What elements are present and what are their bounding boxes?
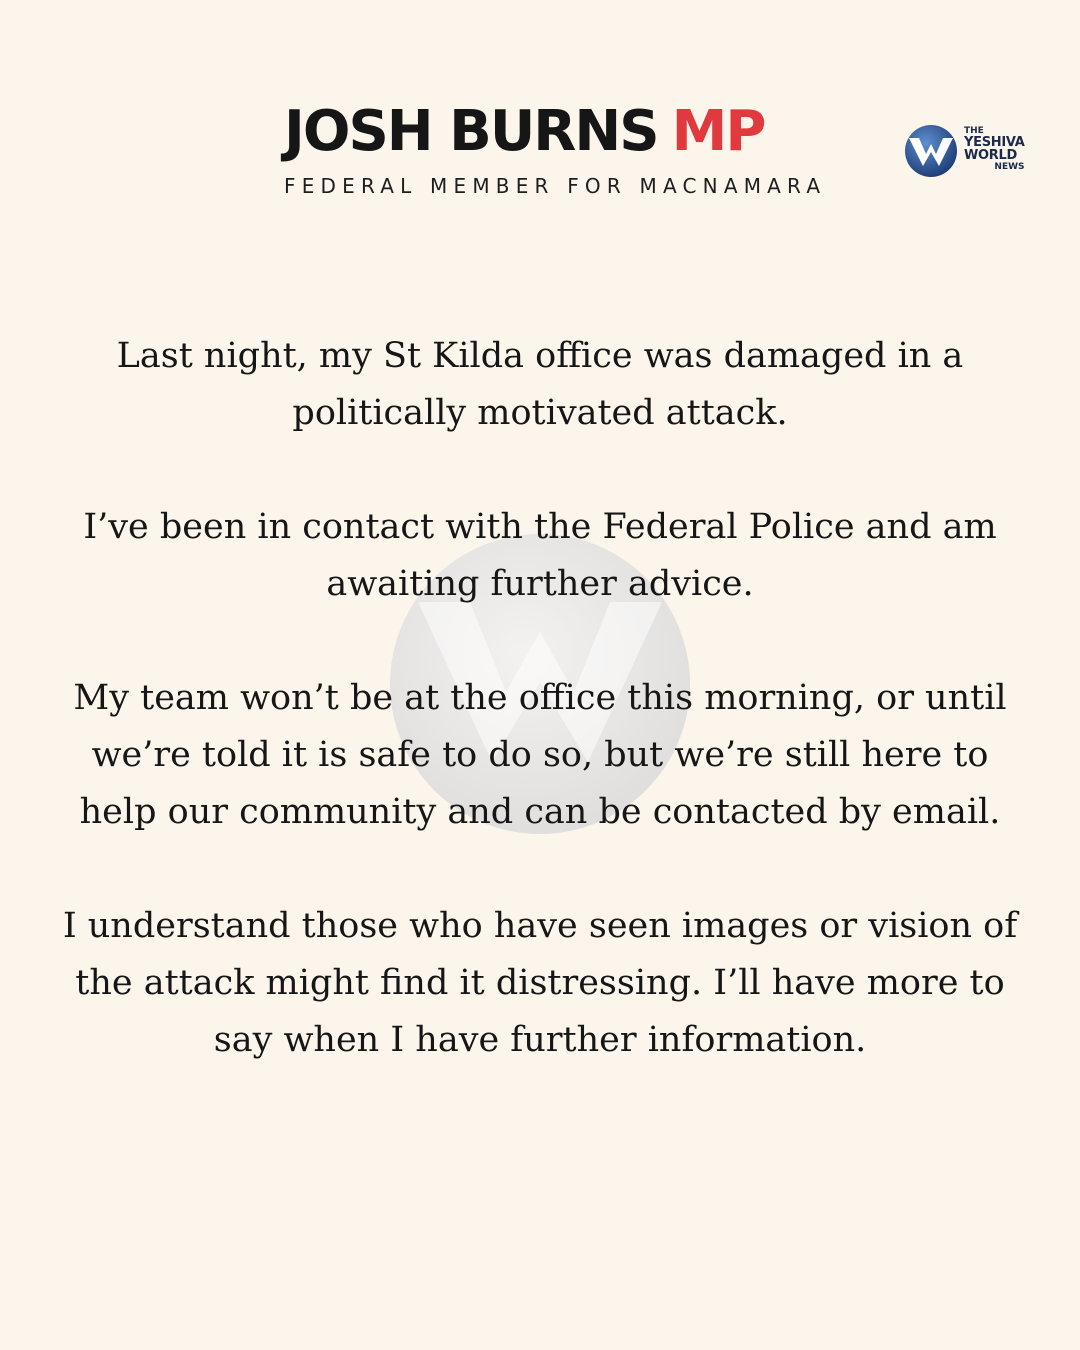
statement-body [60, 328, 1020, 1069]
logo-word-news: NEWS [994, 162, 1025, 172]
statement-paragraph-4: I understand those who have seen images or vision of the attack might find it distressing. I’ll have more to say when I have further information. [62, 906, 1018, 1060]
logo-word-the: THE [964, 126, 984, 136]
ywn-logo-icon [904, 124, 958, 178]
letterhead [284, 99, 858, 198]
mp-suffix: MP [671, 99, 765, 164]
logo-word-world: WORLD [964, 148, 1017, 163]
statement-paragraph-1: Last night, my St Kilda office was damaged in a politically motivated attack. [116, 336, 964, 433]
source-logo [904, 122, 1034, 178]
member-name-text: JOSH BURNS [284, 99, 658, 164]
statement-paragraph-2: I’ve been in contact with the Federal Police and am awaiting further advice. [83, 507, 997, 604]
electorate-subtitle: FEDERAL MEMBER FOR MACNAMARA [284, 174, 827, 198]
logo-word-yeshiva: YESHIVA [964, 135, 1025, 150]
statement-paragraph-3: My team won’t be at the office this morning, or until we’re told it is safe to do so, but we’re still here to help our community and can be contacted by email. [73, 678, 1007, 832]
member-name [284, 99, 858, 164]
source-logo-wordmark [964, 126, 1025, 172]
